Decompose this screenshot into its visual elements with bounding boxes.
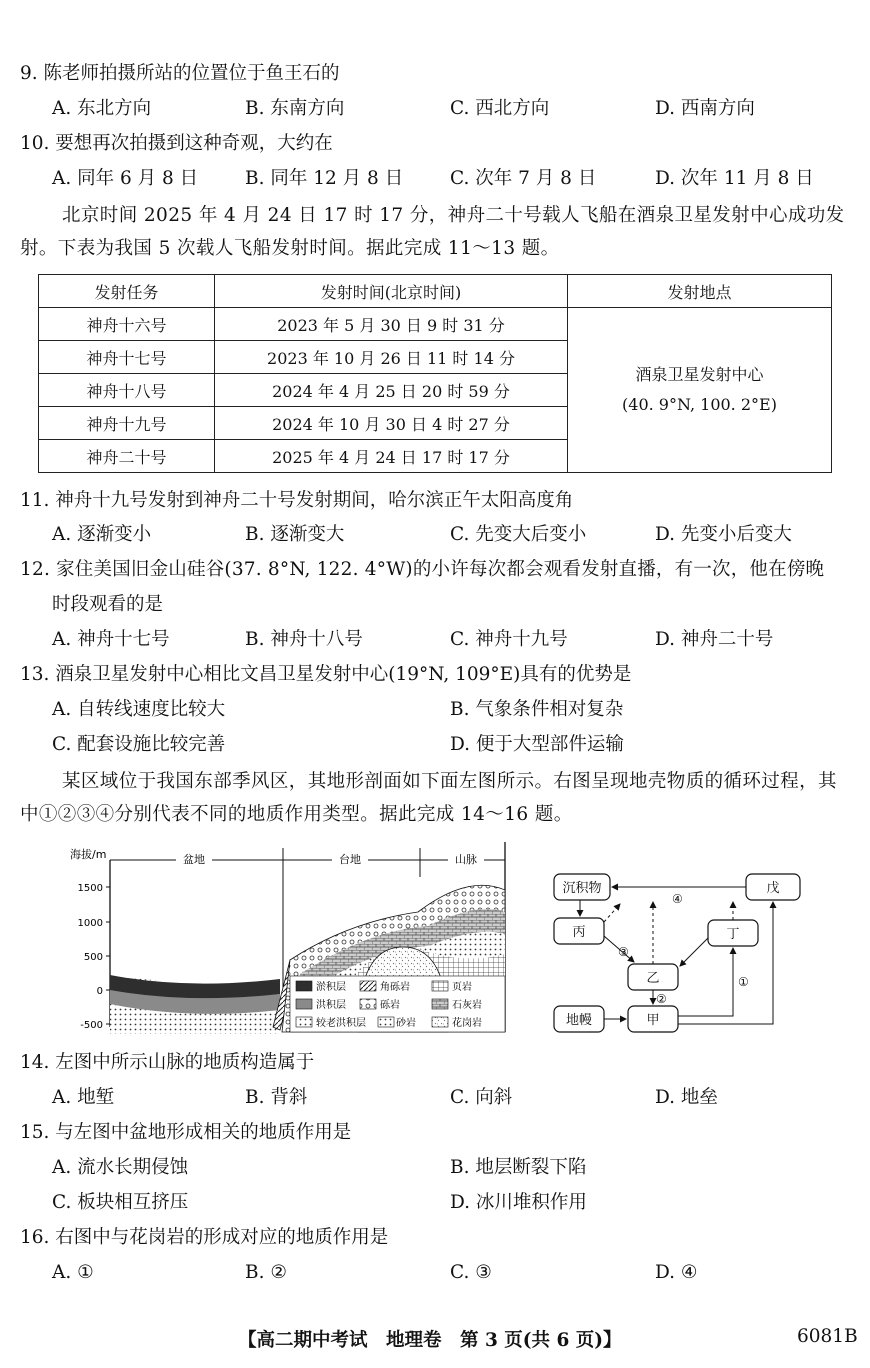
q10-option-b: B. 同年 12 月 8 日: [245, 168, 404, 189]
q12-option-b: B. 神舟十八号: [245, 629, 363, 650]
q9-option-c: C. 西北方向: [450, 98, 550, 119]
q13-option-d: D. 便于大型部件运输: [450, 734, 624, 755]
mission-cell: 神舟十八号: [39, 374, 215, 407]
site-coords: (40. 9°N, 100. 2°E): [622, 395, 777, 414]
q16-stem: 16. 右图中与花岗岩的形成对应的地质作用是: [20, 1227, 389, 1248]
rock-cycle-figure: [548, 866, 808, 1038]
node-mantle-label: 地幔: [565, 1013, 593, 1028]
node-jia-label: 甲: [646, 1013, 660, 1028]
mission-cell: 神舟十七号: [39, 341, 215, 374]
table-header-time: 发射时间(北京时间): [215, 275, 568, 308]
node-yi-label: 乙: [646, 971, 660, 986]
passage-shenzhou: [20, 199, 852, 265]
label-3: ③: [618, 945, 629, 959]
launch-table: [38, 274, 832, 473]
q9-option-a: A. 东北方向: [52, 98, 152, 119]
legend-shale: 页岩: [452, 982, 472, 993]
tick-neg500: -500: [80, 1020, 103, 1031]
q13-option-c: C. 配套设施比较完善: [52, 734, 226, 755]
passage-geology: [20, 765, 852, 831]
q16-option-d: D. ④: [655, 1262, 698, 1283]
label-2: ②: [656, 992, 667, 1006]
q14-option-a: A. 地堑: [52, 1087, 115, 1108]
table-header-row: [39, 275, 832, 308]
table-row: [39, 308, 832, 341]
legend-silt: 淤积层: [316, 982, 346, 993]
time-cell: 2024 年 10 月 30 日 4 时 27 分: [215, 407, 568, 440]
q14-stem: 14. 左图中所示山脉的地质构造属于: [20, 1052, 315, 1073]
q14-option-b: B. 背斜: [245, 1087, 308, 1108]
q13-option-b: B. 气象条件相对复杂: [450, 699, 624, 720]
tick-1500: 1500: [77, 883, 103, 894]
mission-cell: 神舟十九号: [39, 407, 215, 440]
q12-option-a: A. 神舟十七号: [52, 629, 170, 650]
time-cell: 2024 年 4 月 25 日 20 时 59 分: [215, 374, 568, 407]
label-1: ①: [738, 975, 749, 989]
profile-ylabel: 海拔/m: [70, 848, 107, 861]
passage-shenzhou-text: 北京时间 2025 年 4 月 24 日 17 时 17 分，神舟二十号载人飞船在酒泉卫星发射中心成功发射。下表为我国 5 次载人飞船发射时间。据此完成 11～13 题。: [20, 205, 845, 259]
legend-old-diluvial: 较老洪积层: [316, 1018, 366, 1029]
legend-conglomerate: 砾岩: [380, 1000, 400, 1011]
q12-stem-line1: 12. 家住美国旧金山硅谷(37. 8°N, 122. 4°W)的小许每次都会观看发射直播，有一次，他在傍晚: [20, 559, 825, 580]
q14-option-c: C. 向斜: [450, 1087, 513, 1108]
footer-title: 【高二期中考试 地理卷 第 3 页(共 6 页)】: [238, 1330, 622, 1351]
q14-option-d: D. 地垒: [655, 1087, 718, 1108]
tick-1000: 1000: [77, 918, 103, 929]
q15-option-b: B. 地层断裂下陷: [450, 1157, 587, 1178]
time-cell: 2023 年 10 月 26 日 11 时 14 分: [215, 341, 568, 374]
q12-option-c: C. 神舟十九号: [450, 629, 568, 650]
legend-diluvial: 洪积层: [316, 1000, 346, 1011]
q10-stem: 10. 要想再次拍摄到这种奇观，大约在: [20, 133, 333, 154]
site-name: 酒泉卫星发射中心: [635, 365, 764, 384]
time-cell: 2023 年 5 月 30 日 9 时 31 分: [215, 308, 568, 341]
region-basin: 盆地: [183, 853, 205, 866]
q16-option-a: A. ①: [52, 1262, 94, 1283]
mission-cell: 神舟二十号: [39, 440, 215, 473]
label-4: ④: [672, 892, 683, 906]
node-wu-label: 戊: [766, 881, 780, 896]
q16-option-b: B. ②: [245, 1262, 287, 1283]
legend-breccia: 角砾岩: [380, 982, 410, 993]
passage-geology-text: 某区域位于我国东部季风区，其地形剖面如下面左图所示。右图呈现地壳物质的循环过程，其中①②③④分别代表不同的地质作用类型。据此完成 14～16 题。: [20, 771, 837, 825]
legend-sandstone: 砂岩: [396, 1018, 416, 1029]
q9-stem: 9. 陈老师拍摄所站的位置位于鱼王石的: [20, 63, 340, 84]
site-cell: [568, 308, 832, 473]
q10-option-c: C. 次年 7 月 8 日: [450, 168, 597, 189]
node-bing-label: 丙: [572, 925, 586, 940]
q10-option-a: A. 同年 6 月 8 日: [52, 168, 199, 189]
node-sediment-label: 沉积物: [562, 881, 602, 896]
q10-option-d: D. 次年 11 月 8 日: [655, 168, 814, 189]
region-terrace: 台地: [339, 853, 361, 866]
time-cell: 2025 年 4 月 24 日 17 时 17 分: [215, 440, 568, 473]
q12-option-d: D. 神舟二十号: [655, 629, 774, 650]
q11-option-c: C. 先变大后变小: [450, 524, 587, 545]
q12-stem-line2: 时段观看的是: [52, 594, 164, 615]
q13-option-a: A. 自转线速度比较大: [52, 699, 226, 720]
q11-option-d: D. 先变小后变大: [655, 524, 792, 545]
mission-cell: 神舟十六号: [39, 308, 215, 341]
legend-granite: 花岗岩: [452, 1018, 482, 1029]
tick-0: 0: [96, 986, 103, 997]
q9-option-b: B. 东南方向: [245, 98, 345, 119]
table-header-site: 发射地点: [568, 275, 832, 308]
q11-option-b: B. 逐渐变大: [245, 524, 345, 545]
q11-option-a: A. 逐渐变小: [52, 524, 152, 545]
tick-500: 500: [83, 952, 103, 963]
q15-option-c: C. 板块相互挤压: [52, 1192, 189, 1213]
node-ding-label: 丁: [726, 927, 740, 942]
region-mountain: 山脉: [455, 853, 477, 866]
footer-code: 6081B: [797, 1326, 858, 1347]
q13-stem: 13. 酒泉卫星发射中心相比文昌卫星发射中心(19°N, 109°E)具有的优势是: [20, 664, 632, 685]
terrain-profile-figure: [68, 842, 513, 1037]
q15-option-a: A. 流水长期侵蚀: [52, 1157, 189, 1178]
legend-limestone: 石灰岩: [452, 1000, 482, 1011]
q16-option-c: C. ③: [450, 1262, 492, 1283]
q9-option-d: D. 西南方向: [655, 98, 755, 119]
q11-stem: 11. 神舟十九号发射到神舟二十号发射期间，哈尔滨正午太阳高度角: [20, 490, 574, 511]
q15-stem: 15. 与左图中盆地形成相关的地质作用是: [20, 1122, 352, 1143]
q15-option-d: D. 冰川堆积作用: [450, 1192, 587, 1213]
table-header-mission: 发射任务: [39, 275, 215, 308]
